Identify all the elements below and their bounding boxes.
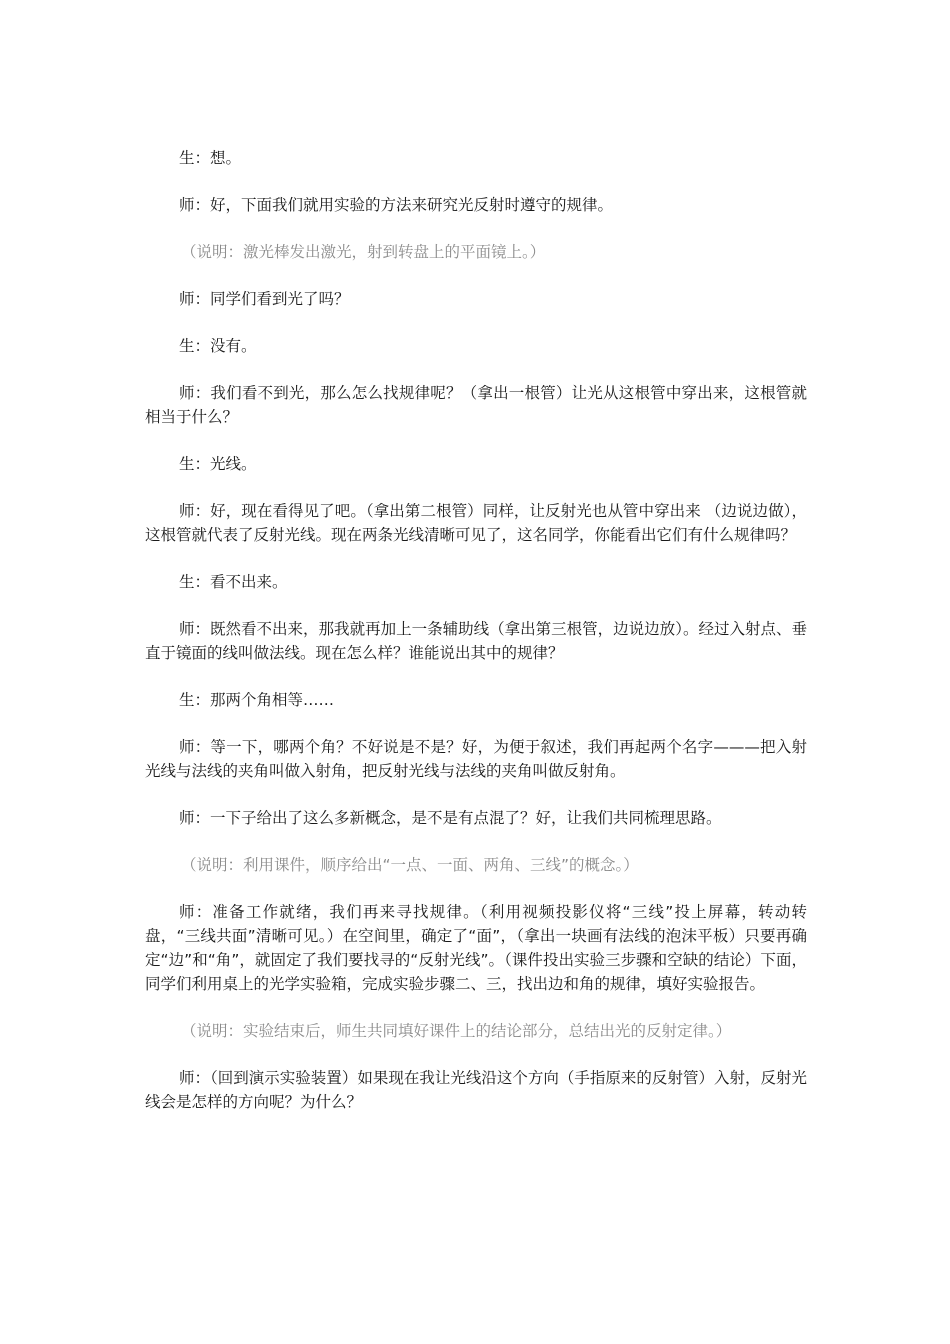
dialogue-paragraph: 生：光线。 bbox=[179, 455, 257, 473]
dialogue-paragraph: 师：同学们看到光了吗？ bbox=[179, 290, 350, 308]
document-body bbox=[145, 146, 807, 1137]
note-paragraph: （说明：实验结束后，师生共同填好课件上的结论部分，总结出光的反射定律。） bbox=[181, 1022, 732, 1040]
dialogue-paragraph: 师：我们看不到光，那么怎么找规律呢？（拿出一根管）让光从这根管中穿出来，这根管就相当于什么？ bbox=[145, 384, 807, 426]
dialogue-paragraph: 师：（回到演示实验装置）如果现在我让光线沿这个方向（手指原来的反射管）入射，反射光线会是怎样的方向呢？为什么？ bbox=[145, 1069, 807, 1111]
note-paragraph: （说明：激光棒发出激光，射到转盘上的平面镜上。） bbox=[181, 243, 546, 261]
dialogue-paragraph: 生：看不出来。 bbox=[179, 573, 288, 591]
dialogue-paragraph: 生：想。 bbox=[179, 149, 242, 167]
dialogue-paragraph: 师：好，现在看得见了吧。（拿出第二根管）同样，让反射光也从管中穿出来 （边说边做），这根管就代表了反射光线。现在两条光线清晰可见了，这名同学，你能看出它们有什么规律吗？ bbox=[145, 502, 807, 544]
note-paragraph: （说明：利用课件，顺序给出“一点、一面、两角、三线”的概念。） bbox=[181, 856, 639, 874]
dialogue-paragraph: 生：那两个角相等…… bbox=[179, 691, 335, 709]
dialogue-paragraph: 师：既然看不出来，那我就再加上一条辅助线（拿出第三根管，边说边放）。经过入射点、垂直于镜面的线叫做法线。现在怎么样？谁能说出其中的规律？ bbox=[145, 620, 807, 662]
dialogue-paragraph: 生：没有。 bbox=[179, 337, 257, 355]
dialogue-paragraph: 师：准备工作就绪，我们再来寻找规律。（利用视频投影仪将“三线”投上屏幕，转动转盘，“三线共面”清晰可见。）在空间里，确定了“面”，（拿出一块画有法线的泡沫平板）只要再确定“边”和“角”，就固定了我们要找寻的“反射光线”。（课件投出实验三步骤和空缺的结论）下面，同学们利用桌上的光学实验箱，完成实验步骤二、三，找出边和角的规律，填好实验报告。 bbox=[145, 903, 807, 993]
dialogue-paragraph: 师：一下子给出了这么多新概念，是不是有点混了？好，让我们共同梳理思路。 bbox=[179, 809, 722, 827]
dialogue-paragraph: 师：等一下，哪两个角？不好说是不是？好，为便于叙述，我们再起两个名字———把入射光线与法线的夹角叫做入射角，把反射光线与法线的夹角叫做反射角。 bbox=[145, 738, 807, 780]
dialogue-paragraph: 师：好，下面我们就用实验的方法来研究光反射时遵守的规律。 bbox=[179, 196, 614, 214]
